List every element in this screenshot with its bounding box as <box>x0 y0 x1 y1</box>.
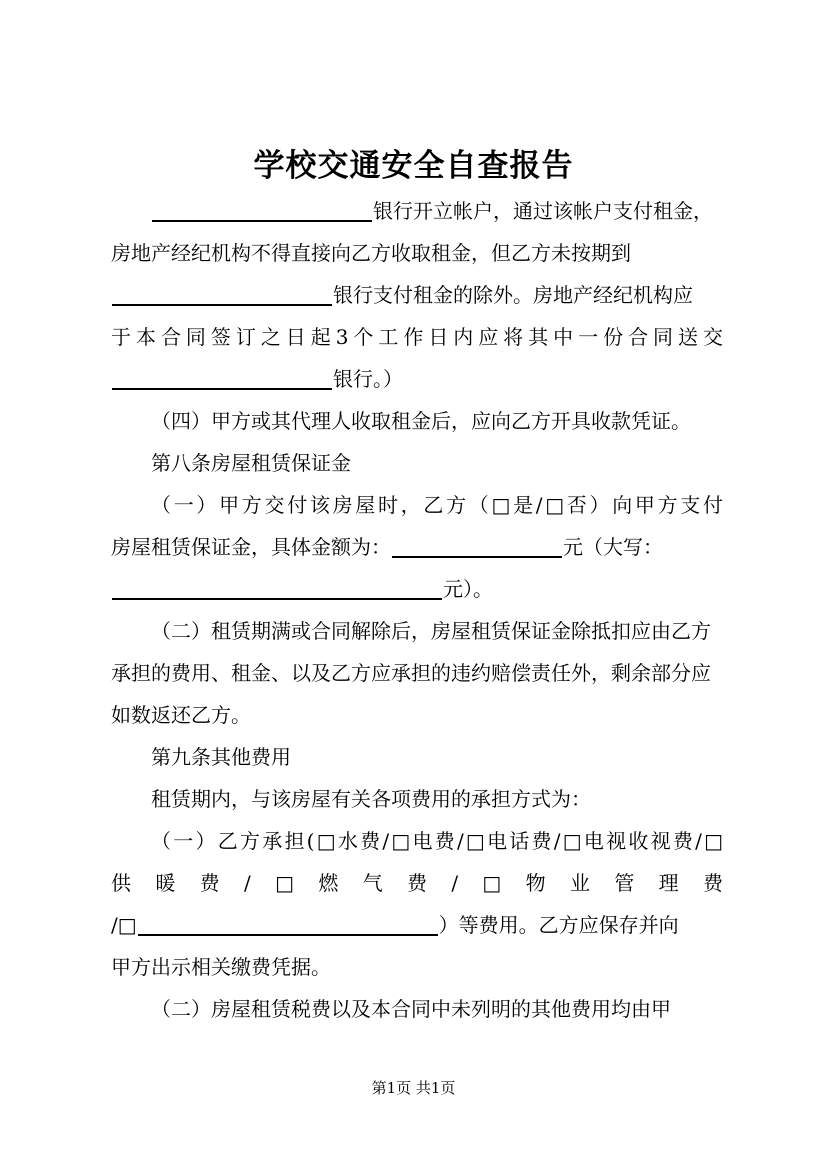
bank-account-text: 银行开立帐户，通过该帐户支付租金， <box>373 199 713 223</box>
contract-delivery-line: 于本合同签订之日起3个工作日内应将其中一份合同送交 <box>111 325 723 349</box>
deposit-clause-2: （二）租赁期满或合同解除后，房屋租赁保证金除抵扣应由乙方承担的费用、租金、以及乙方应承担的违约赔偿责任外，剩余部分应如数返还乙方。 <box>111 619 711 727</box>
article-8-heading: 第八条房屋租赁保证金 <box>151 451 351 475</box>
deposit-uppercase-unit: 元）。 <box>443 577 493 601</box>
other-fee-blank <box>138 910 438 936</box>
fees-clause-1-line1: （一）乙方承担(□水费/□电费/□电话费/□电视收视费/□ <box>151 829 723 853</box>
rent-collection-line: 房地产经纪机构不得直接向乙方收取租金，但乙方未按期到 <box>111 241 631 265</box>
bank-name-blank <box>152 196 372 222</box>
fees-clause-1-tail: ）等费用。乙方应保存并向 <box>438 913 679 937</box>
deposit-clause-1-line1: （一）甲方交付该房屋时，乙方（□是/□否）向甲方支付 <box>151 493 723 517</box>
deposit-clause-1-line2 <box>111 526 723 568</box>
deposit-uppercase-blank <box>112 574 442 600</box>
delivery-bank-blank <box>112 364 332 390</box>
deposit-amount-label: 房屋租赁保证金，具体金额为： <box>111 535 391 559</box>
fees-clause-2: （二）房屋租赁税费以及本合同中未列明的其他费用均由甲 <box>151 997 671 1021</box>
delivery-bank-line <box>111 358 723 400</box>
document-body <box>111 190 723 1030</box>
clause-4-receipt: （四）甲方或其代理人收取租金后，应向乙方开具收款凭证。 <box>151 409 691 433</box>
article-9-heading: 第九条其他费用 <box>151 745 291 769</box>
fees-clause-1-line4: 甲方出示相关缴费凭据。 <box>111 955 331 979</box>
payment-bank-blank <box>112 280 332 306</box>
other-fee-checkbox-label: /□ <box>111 913 137 937</box>
page-indicator: 第1页 共1页 <box>371 1079 456 1097</box>
document-title: 学校交通安全自查报告 <box>253 148 574 184</box>
deposit-amount-blank <box>392 532 562 558</box>
rent-payment-text: 银行支付租金的除外。房地产经纪机构应 <box>333 283 693 307</box>
deposit-uppercase-label: 元（大写： <box>563 535 663 559</box>
delivery-bank-text: 银行。） <box>333 367 403 391</box>
fees-clause-1-line2: 供暖费/□燃气费/□物业管理费 <box>111 871 723 895</box>
fees-clause-1-line3 <box>111 904 723 946</box>
bank-account-line <box>111 190 723 232</box>
rent-payment-line <box>111 274 723 316</box>
fees-intro: 租赁期内，与该房屋有关各项费用的承担方式为： <box>151 787 591 811</box>
deposit-clause-1-line3 <box>111 568 723 610</box>
